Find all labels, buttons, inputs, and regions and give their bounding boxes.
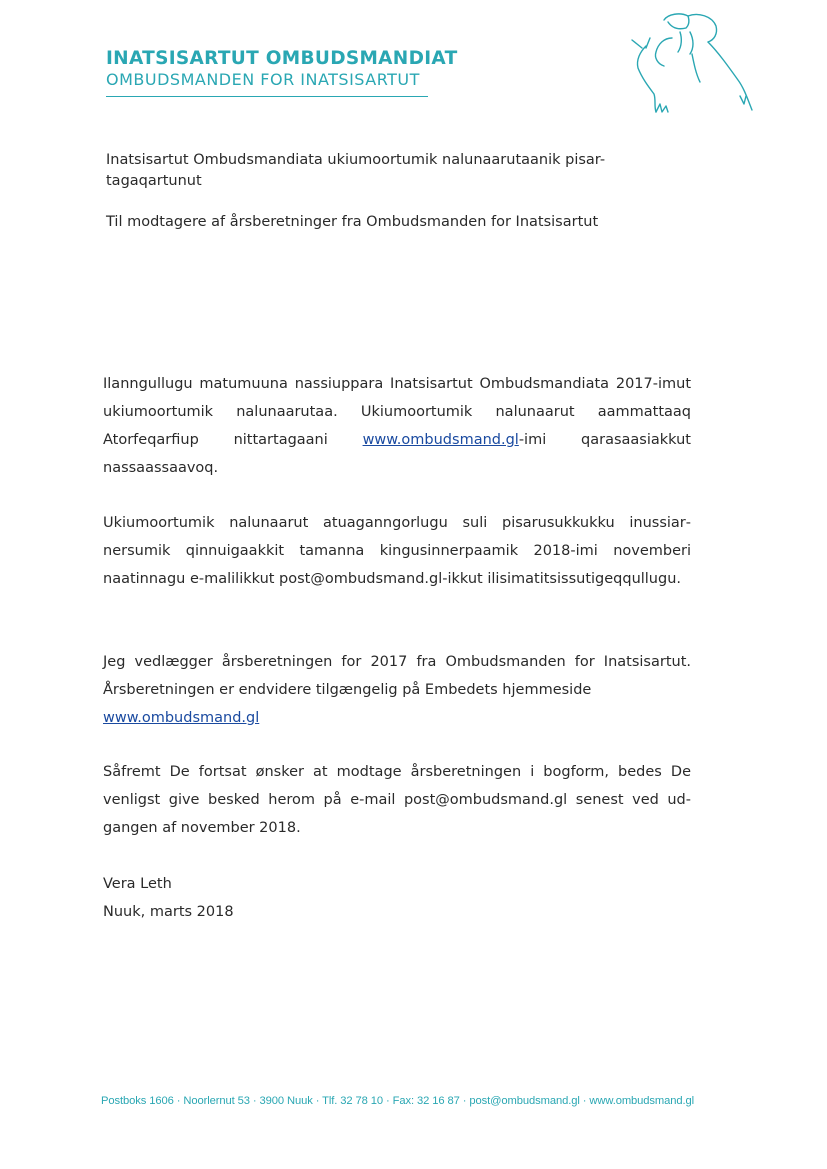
footer-contact-info: Postboks 1606 · Noorlernut 53 · 3900 Nuuk · Tlf. 32 78 10 · Fax: 32 16 87 · post@ombudsmand.gl · www.ombudsmand.gl (101, 1095, 695, 1107)
heading-greenlandic (106, 150, 666, 192)
website-link-danish[interactable]: www.ombudsmand.gl (103, 710, 260, 726)
letterhead-divider (106, 96, 428, 97)
paragraph-3-text: Jeg vedlægger årsberetningen for 2017 fra Ombudsmanden for Inatsisartut. Årsberetningen er endvidere tilgængelig på Embedets hjemmeside (103, 654, 691, 698)
paragraph-1 (103, 370, 691, 482)
signature-place-date: Nuuk, marts 2018 (103, 904, 234, 920)
heading-greenlandic-line1: Inatsisartut Ombudsmandiata ukiumoortumik nalunaarutaanik pisar- (106, 152, 606, 168)
walrus-logo-icon (628, 8, 758, 118)
heading-danish: Til modtagere af årsberetninger fra Ombudsmanden for Inatsisartut (106, 214, 599, 230)
paragraph-1-text-end: -imi qarasaasiakkut nassaassaavoq. (103, 432, 691, 476)
signature-name: Vera Leth (103, 876, 172, 892)
paragraph-2: Ukiumoortumik nalunaarut atuaganngorlugu suli pisarusukkukku inussiarnersumik qinnuigaakkit tamanna kingusinnerpaamik 2018-imi novemberi naatinnagu e-malilikkut post@ombudsmand.gl-ikkut ilisimatitsissutigeqqullugu. (103, 515, 691, 587)
letterhead-title-greenlandic: INATSISARTUT OMBUDSMANDIAT (106, 48, 458, 69)
letterhead-title-danish: OMBUDSMANDEN FOR INATSISARTUT (106, 70, 420, 89)
heading-greenlandic-line2: tagaqartunut (106, 173, 202, 189)
paragraph-3 (103, 648, 691, 732)
paragraph-4: Såfremt De fortsat ønsker at modtage årsberetningen i bogform, bedes De venligst give besked herom på e-mail post@ombudsmand.gl senest ved udgangen af november 2018. (103, 764, 691, 836)
paragraph-1-text-start: Ilanngullugu matumuuna nassiuppara Inatsisartut Ombudsmandiata 2017-imut ukiumoortumik nalunaarutaa. Ukiumoortumik nalunaarut aammattaaq Atorfeqarfiup nittartagaani (103, 376, 691, 448)
website-link-greenlandic[interactable]: www.ombudsmand.gl (362, 432, 519, 448)
